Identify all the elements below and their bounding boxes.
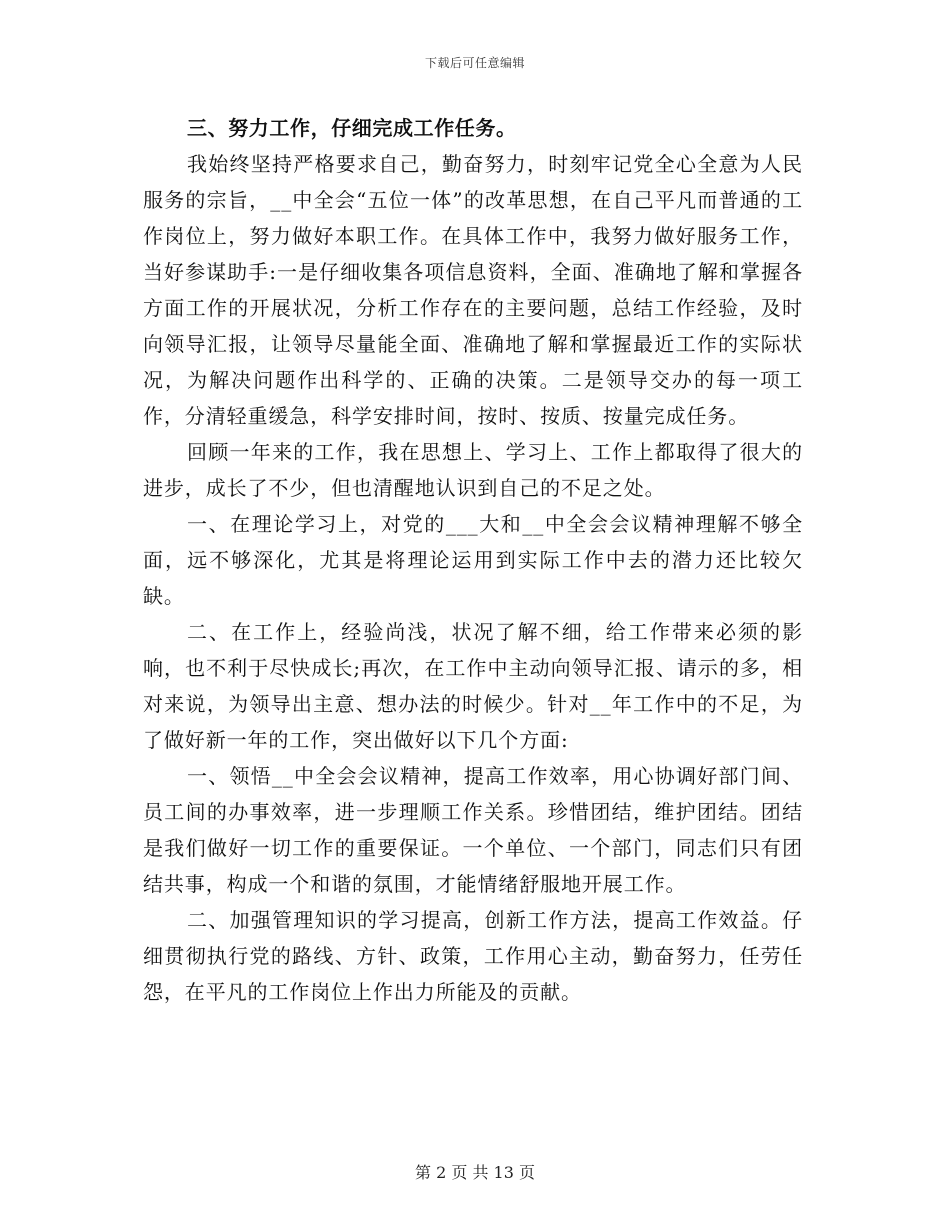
paragraph-service-work: 我始终坚持严格要求自己，勤奋努力，时刻牢记党全心全意为人民服务的宗旨，__中全会“五位一体”的改革思想，在自己平凡而普通的工作岗位上，努力做好本职工作。在具体工作中，我努力做好服务工作，当好参谋助手:一是仔细收集各项信息资料，全面、准确地了解和掌握各方面工作的开展状况，分析工作存在的主要问题，总结工作经验，及时向领导汇报，让领导尽量能全面、准确地了解和掌握最近工作的实际状况，为解决问题作出科学的、正确的决策。二是领导交办的每一项工作，分清轻重缓急，科学安排时间，按时、按质、按量完成任务。: [143, 152, 803, 428]
section-heading: 三、努力工作，仔细完成工作任务。: [187, 116, 517, 140]
paragraph-management-learning: 二、加强管理知识的学习提高，创新工作方法，提高工作效益。仔细贯彻执行党的路线、方针、政策，工作用心主动，勤奋努力，任劳任怨，在平凡的工作岗位上作出力所能及的贡献。: [143, 908, 803, 1004]
paragraph-theory-study: 一、在理论学习上，对党的___大和__中全会会议精神理解不够全面，远不够深化，尤其是将理论运用到实际工作中去的潜力还比较欠缺。: [143, 512, 803, 608]
page-header-note: 下载后可任意编辑: [424, 56, 525, 70]
paragraph-improve-efficiency: 一、领悟__中全会会议精神，提高工作效率，用心协调好部门间、员工间的办事效率，进一步理顺工作关系。珍惜团结，维护团结。团结是我们做好一切工作的重要保证。一个单位、一个部门，同志们只有团结共事，构成一个和谐的氛围，才能情绪舒服地开展工作。: [143, 764, 803, 896]
paragraph-work-shortcomings: 二、在工作上，经验尚浅，状况了解不细，给工作带来必须的影响，也不利于尽快成长;再次，在工作中主动向领导汇报、请示的多，相对来说，为领导出主意、想办法的时候少。针对__年工作中的不足，为了做好新一年的工作，突出做好以下几个方面:: [143, 620, 803, 752]
paragraph-year-review: 回顾一年来的工作，我在思想上、学习上、工作上都取得了很大的进步，成长了不少，但也清醒地认识到自己的不足之处。: [143, 440, 803, 500]
page-number: 第 2 页 共 13 页: [415, 1163, 535, 1182]
document-body: [143, 110, 803, 1010]
